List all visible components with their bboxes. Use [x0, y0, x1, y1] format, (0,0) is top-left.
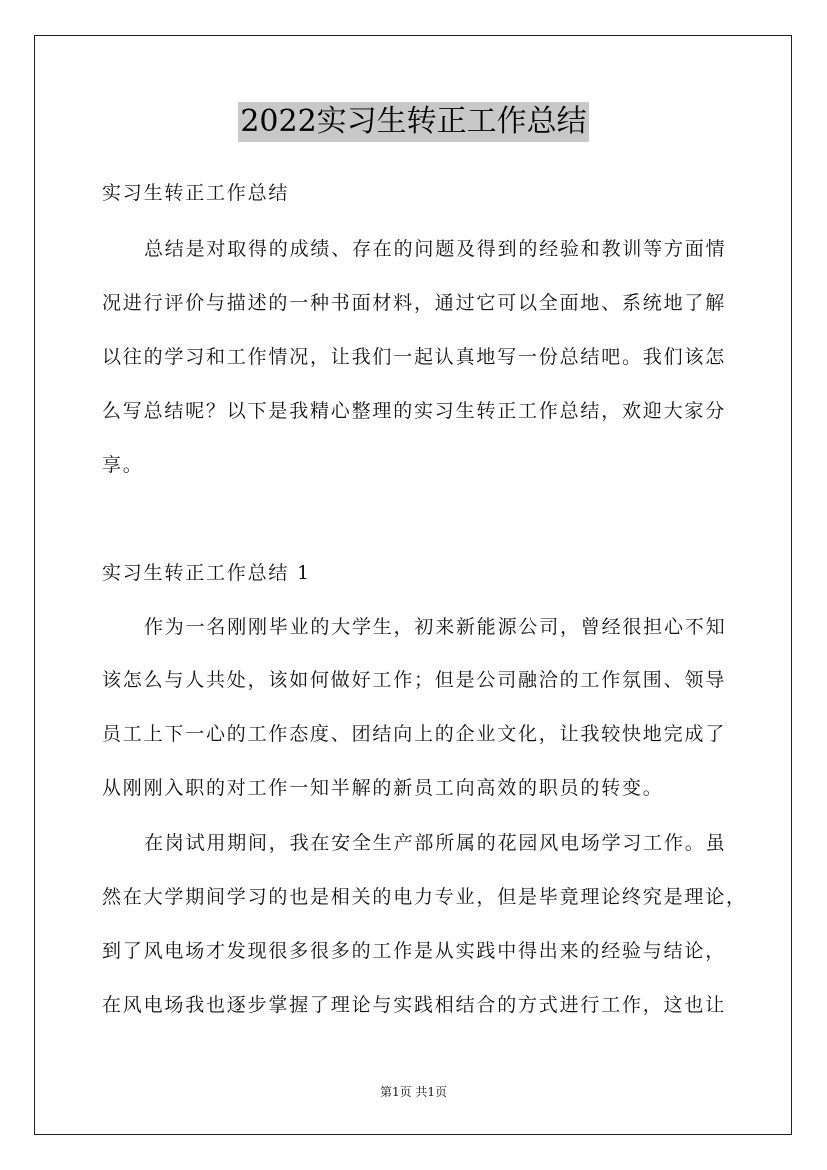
intro-line: 况进行评价与描述的一种书面材料，通过它可以全面地、系统地了解: [102, 292, 727, 314]
intro-line: 么写总结呢？以下是我精心整理的实习生转正工作总结，欢迎大家分: [102, 400, 727, 422]
section-heading: 实习生转正工作总结 1: [102, 562, 311, 584]
intro-line: 享。: [102, 454, 144, 476]
paragraph-line: 员工上下一心的工作态度、团结向上的企业文化，让我较快地完成了: [102, 723, 727, 745]
paragraph-line: 作为一名刚刚毕业的大学生，初来新能源公司，曾经很担心不知: [144, 616, 727, 638]
page-footer: 第1页 共1页: [379, 1085, 448, 1099]
document-title: [0, 102, 827, 142]
document-subtitle: 实习生转正工作总结: [102, 182, 290, 204]
paragraph-line: 到了风电场才发现很多很多的工作是从实践中得出来的经验与结论，: [102, 940, 727, 962]
paragraph-line: 该怎么与人共处，该如何做好工作；但是公司融洽的工作氛围、领导: [102, 669, 727, 691]
paragraph-line: 在风电场我也逐步掌握了理论与实践相结合的方式进行工作，这也让: [102, 994, 727, 1016]
intro-line: 总结是对取得的成绩、存在的问题及得到的经验和教训等方面情: [144, 238, 727, 260]
paragraph-line: 从刚刚入职的对工作一知半解的新员工向高效的职员的转变。: [102, 777, 664, 799]
paragraph-line: 然在大学期间学习的也是相关的电力专业，但是毕竟理论终究是理论，: [102, 886, 747, 908]
document-title-text: 2022实习生转正工作总结: [238, 102, 588, 142]
paragraph-line: 在岗试用期间，我在安全生产部所属的花园风电场学习工作。虽: [144, 832, 727, 854]
intro-line: 以往的学习和工作情况，让我们一起认真地写一份总结吧。我们该怎: [102, 346, 727, 368]
